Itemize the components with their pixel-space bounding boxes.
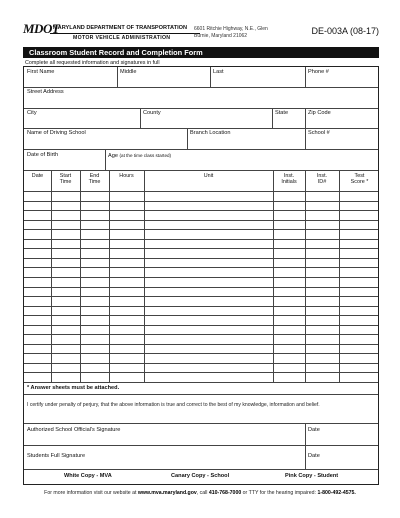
logo-mark: MDOT bbox=[23, 21, 60, 36]
col-end-time-line-2: Time bbox=[88, 179, 101, 186]
table-row[interactable] bbox=[24, 334, 378, 335]
table-row[interactable] bbox=[24, 372, 378, 373]
pink-copy-label: Pink Copy - Student bbox=[285, 473, 339, 479]
table-row[interactable] bbox=[24, 306, 378, 307]
logo-divider bbox=[50, 33, 200, 34]
divider bbox=[24, 108, 378, 109]
address-line-2: Burnie, Maryland 21062 bbox=[194, 32, 248, 39]
table-header-divider bbox=[24, 191, 378, 192]
divider bbox=[24, 149, 378, 150]
table-row[interactable] bbox=[24, 325, 378, 326]
col-inst-id-line-2: ID# bbox=[317, 179, 327, 186]
col-inst-initials bbox=[273, 173, 305, 185]
table-row[interactable] bbox=[24, 210, 378, 211]
divider bbox=[24, 423, 378, 424]
table-row[interactable] bbox=[24, 267, 378, 268]
zip-code-label: Zip Code bbox=[308, 110, 331, 116]
divider bbox=[24, 382, 378, 383]
table-row[interactable] bbox=[24, 315, 378, 316]
date-of-birth-label: Date of Birth bbox=[27, 152, 59, 158]
age-label bbox=[108, 152, 171, 160]
divider bbox=[24, 445, 378, 446]
col-inst-id bbox=[305, 173, 339, 185]
table-row[interactable] bbox=[24, 258, 378, 259]
divider bbox=[305, 128, 306, 149]
mdot-logo bbox=[23, 22, 199, 44]
answer-sheets-note: * Answer sheets must be attached. bbox=[27, 385, 120, 391]
footer-prefix: For more information visit our website at bbox=[44, 490, 137, 496]
table-row[interactable] bbox=[24, 363, 378, 364]
instructions: Complete all requested information and signatures in full bbox=[25, 60, 160, 66]
table-row[interactable] bbox=[24, 229, 378, 230]
divider bbox=[24, 170, 378, 171]
table-row[interactable] bbox=[24, 353, 378, 354]
divider bbox=[24, 394, 378, 395]
table-row[interactable] bbox=[24, 277, 378, 278]
student-signature-field[interactable]: Students Full Signature bbox=[27, 453, 86, 459]
col-end-time-line-1: End bbox=[89, 173, 100, 179]
city-label: City bbox=[27, 110, 37, 116]
col-date: Date bbox=[31, 173, 44, 179]
table-row[interactable] bbox=[24, 287, 378, 288]
divider bbox=[305, 445, 306, 469]
middle-label: Middle bbox=[120, 69, 137, 75]
student-signature-date-field[interactable]: Date bbox=[308, 453, 320, 459]
table-row[interactable] bbox=[24, 220, 378, 221]
form-title: Classroom Student Record and Completion Form bbox=[29, 48, 203, 57]
col-end-time bbox=[80, 173, 109, 185]
col-unit: Unit bbox=[203, 173, 214, 179]
branch-location-label: Branch Location bbox=[190, 130, 231, 136]
agency-address bbox=[194, 26, 268, 39]
col-hours: Hours bbox=[119, 173, 134, 179]
col-test-score-line-2: Score * bbox=[350, 179, 369, 186]
county-label: County bbox=[143, 110, 161, 116]
official-signature-date-field[interactable]: Date bbox=[308, 427, 320, 433]
footer-info bbox=[0, 490, 400, 496]
school-number-label: School # bbox=[308, 130, 330, 136]
department-name: MARYLAND DEPARTMENT OF TRANSPORTATION bbox=[53, 25, 188, 31]
certification-statement: I certify under penalty of perjury, that the above information is true and correct to the best of my knowledge, information and belief. bbox=[27, 402, 320, 408]
divider bbox=[210, 67, 211, 87]
col-inst-id-line-1: Inst. bbox=[316, 173, 328, 179]
street-address-label: Street Address bbox=[27, 89, 64, 95]
table-row[interactable] bbox=[24, 201, 378, 202]
mva-phone: 410-768-7000 bbox=[208, 490, 242, 496]
divider bbox=[305, 423, 306, 445]
divider bbox=[305, 67, 306, 87]
divider bbox=[24, 469, 378, 470]
col-start-time bbox=[51, 173, 80, 185]
title-bar bbox=[23, 47, 379, 58]
form-header bbox=[23, 22, 379, 44]
website-link[interactable]: www.mva.maryland.gov bbox=[137, 490, 197, 496]
administration-name: MOTOR VEHICLE ADMINISTRATION bbox=[73, 35, 171, 41]
divider bbox=[272, 108, 273, 128]
address-line-1: 6601 Ritchie Highway, N.E., Glen bbox=[194, 26, 268, 32]
divider bbox=[105, 149, 106, 170]
divider bbox=[187, 128, 188, 149]
divider bbox=[24, 87, 378, 88]
footer-tty-text: or TTY for the hearing impaired: bbox=[242, 490, 317, 496]
last-label: Last bbox=[213, 69, 224, 75]
col-start-time-line-2: Time bbox=[59, 179, 72, 186]
col-start-time-line-1: Start bbox=[59, 173, 72, 179]
phone-label: Phone # bbox=[308, 69, 329, 75]
divider bbox=[24, 128, 378, 129]
table-row[interactable] bbox=[24, 296, 378, 297]
table-row[interactable] bbox=[24, 239, 378, 240]
first-name-label: First Name bbox=[27, 69, 55, 75]
canary-copy-label: Canary Copy - School bbox=[171, 473, 230, 479]
age-note: (at the time class started) bbox=[119, 153, 172, 158]
divider bbox=[305, 108, 306, 128]
student-record-form bbox=[23, 66, 379, 485]
divider bbox=[117, 67, 118, 87]
tty-phone: 1-800-492-4575. bbox=[317, 490, 356, 496]
col-inst-initials-line-2: Initials bbox=[281, 179, 297, 186]
divider bbox=[140, 108, 141, 128]
form-number: DE-003A (08-17) bbox=[311, 26, 379, 36]
col-inst-initials-line-1: Inst. bbox=[283, 173, 295, 179]
driving-school-label: Name of Driving School bbox=[27, 130, 86, 136]
table-row[interactable] bbox=[24, 248, 378, 249]
age-label-text: Age bbox=[108, 153, 118, 159]
state-label: State bbox=[275, 110, 289, 116]
footer-call: , call bbox=[196, 490, 208, 496]
col-test-score bbox=[339, 173, 380, 185]
col-test-score-line-1: Test bbox=[354, 173, 365, 179]
school-official-signature-field[interactable]: Authorized School Official's Signature bbox=[27, 427, 121, 433]
table-row[interactable] bbox=[24, 344, 378, 345]
white-copy-label: White Copy - MVA bbox=[64, 473, 112, 479]
